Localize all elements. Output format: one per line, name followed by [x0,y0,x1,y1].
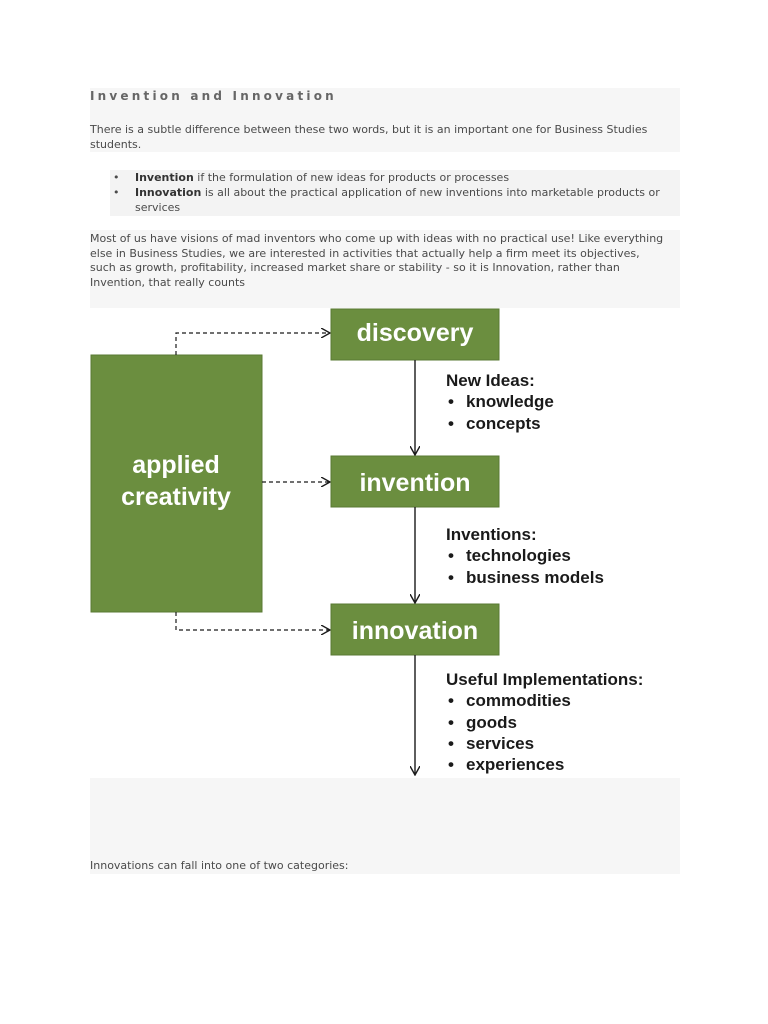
note-item: knowledge [466,392,554,411]
applied-creativity-label-2: creativity [121,483,231,511]
note-item: services [466,734,535,753]
applied-creativity-label-1: applied [132,451,220,479]
paragraph-line-2: else in Business Studies, we are interested in activities that actually help a firm meet its objectives, [90,246,640,260]
note-item: concepts [466,414,541,433]
note-item: business models [466,568,604,587]
note-bullet-icon: • [448,414,454,433]
note-heading: Inventions: [446,525,537,544]
note-bullet-icon: • [448,546,454,565]
body-paragraph [90,232,680,290]
definition-term: Invention [135,171,194,184]
note-bullet-icon: • [448,755,454,774]
note-heading: Useful Implementations: [446,670,644,689]
bullet-icon: • [113,171,120,184]
dashed-connector-discovery [176,333,329,355]
note-bullet-icon: • [448,392,454,411]
definition-term: Innovation [135,186,202,199]
page-title: Invention and Innovation [90,89,337,103]
note-item: experiences [466,755,565,774]
definition-text-cont: services [135,201,181,214]
list-item [113,170,679,185]
note-item: commodities [466,691,571,710]
note-bullet-icon: • [448,568,454,587]
intro-line-2: students. [90,138,142,151]
paragraph-line-3: such as growth, profitability, increased market share or stability - so it is Innovation, rather than [90,261,620,274]
invention-label: invention [359,469,471,497]
note-bullet-icon: • [448,734,454,753]
list-item [113,185,679,215]
intro-line-1: There is a subtle difference between these two words, but it is an important one for Business Studies [90,123,648,136]
dashed-connector-innovation [176,612,329,630]
bullet-icon: • [113,186,120,199]
innovation-label: innovation [351,617,479,645]
definitions-list [113,170,679,215]
paragraph-line-4: Invention, that really counts [90,275,246,289]
note-item: technologies [466,546,571,565]
paragraph-line-1: Most of us have visions of mad inventors who come up with ideas with no practical use! Like everything [90,232,664,245]
note-item: goods [466,713,517,732]
note-bullet-icon: • [448,691,454,710]
innovation-process-diagram [90,308,680,778]
note-bullet-icon: • [448,713,454,732]
intro-text [90,122,680,152]
discovery-label: discovery [356,319,474,347]
footer-text: Innovations can fall into one of two categories: [90,859,349,872]
definition-text: is all about the practical application of new inventions into marketable products or [201,186,660,199]
definition-text: if the formulation of new ideas for products or processes [193,171,510,184]
note-heading: New Ideas: [446,371,535,390]
